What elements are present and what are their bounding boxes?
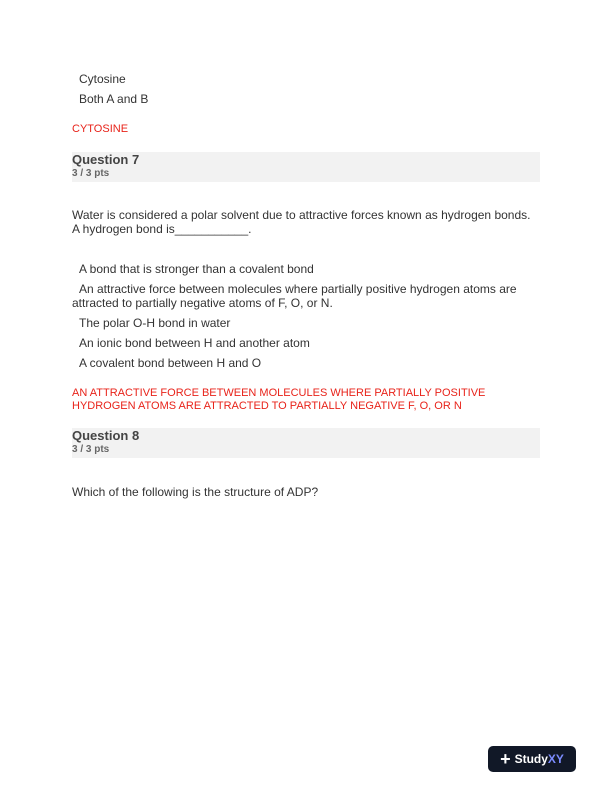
- answer-text-line-1: AN ATTRACTIVE FORCE BETWEEN MOLECULES WHERE PARTIALLY POSITIVE: [72, 387, 486, 399]
- option-stronger-than-covalent[interactable]: A bond that is stronger than a covalent bond: [79, 262, 314, 276]
- question-title: Question 7: [72, 152, 140, 167]
- option-attractive-force-line-2: attracted to partially negative atoms of F, O, or N.: [72, 296, 333, 310]
- plus-icon: +: [500, 749, 511, 769]
- option-attractive-force[interactable]: [72, 282, 540, 310]
- question-title: Question 8: [72, 428, 140, 443]
- question-points: 3 / 3 pts: [72, 168, 110, 179]
- studyxy-logo[interactable]: [488, 746, 576, 772]
- question-8-text: Which of the following is the structure of ADP?: [72, 485, 319, 499]
- brand-name-prefix: Study: [514, 752, 548, 766]
- option-both-a-and-b[interactable]: Both A and B: [79, 92, 149, 106]
- question-7-text-line-2: A hydrogen bond is___________.: [72, 222, 252, 236]
- option-polar-oh-bond[interactable]: The polar O-H bond in water: [79, 316, 231, 330]
- brand-name-suffix: XY: [547, 752, 564, 766]
- option-covalent-bond[interactable]: A covalent bond between H and O: [79, 356, 262, 370]
- answer-text-line-2: HYDROGEN ATOMS ARE ATTRACTED TO PARTIALLY NEGATIVE F, O, OR N: [72, 400, 462, 412]
- option-cytosine[interactable]: Cytosine: [79, 72, 126, 86]
- question-7-text-line-1: Water is considered a polar solvent due to attractive forces known as hydrogen bonds.: [72, 208, 531, 222]
- question-8-header: [72, 428, 540, 458]
- question-points: 3 / 3 pts: [72, 444, 110, 455]
- question-7-header: [72, 152, 540, 182]
- option-ionic-bond[interactable]: An ionic bond between H and another atom: [79, 336, 310, 350]
- answer-text: CYTOSINE: [72, 123, 129, 135]
- option-attractive-force-line-1: An attractive force between molecules where partially positive hydrogen atoms are: [79, 282, 517, 296]
